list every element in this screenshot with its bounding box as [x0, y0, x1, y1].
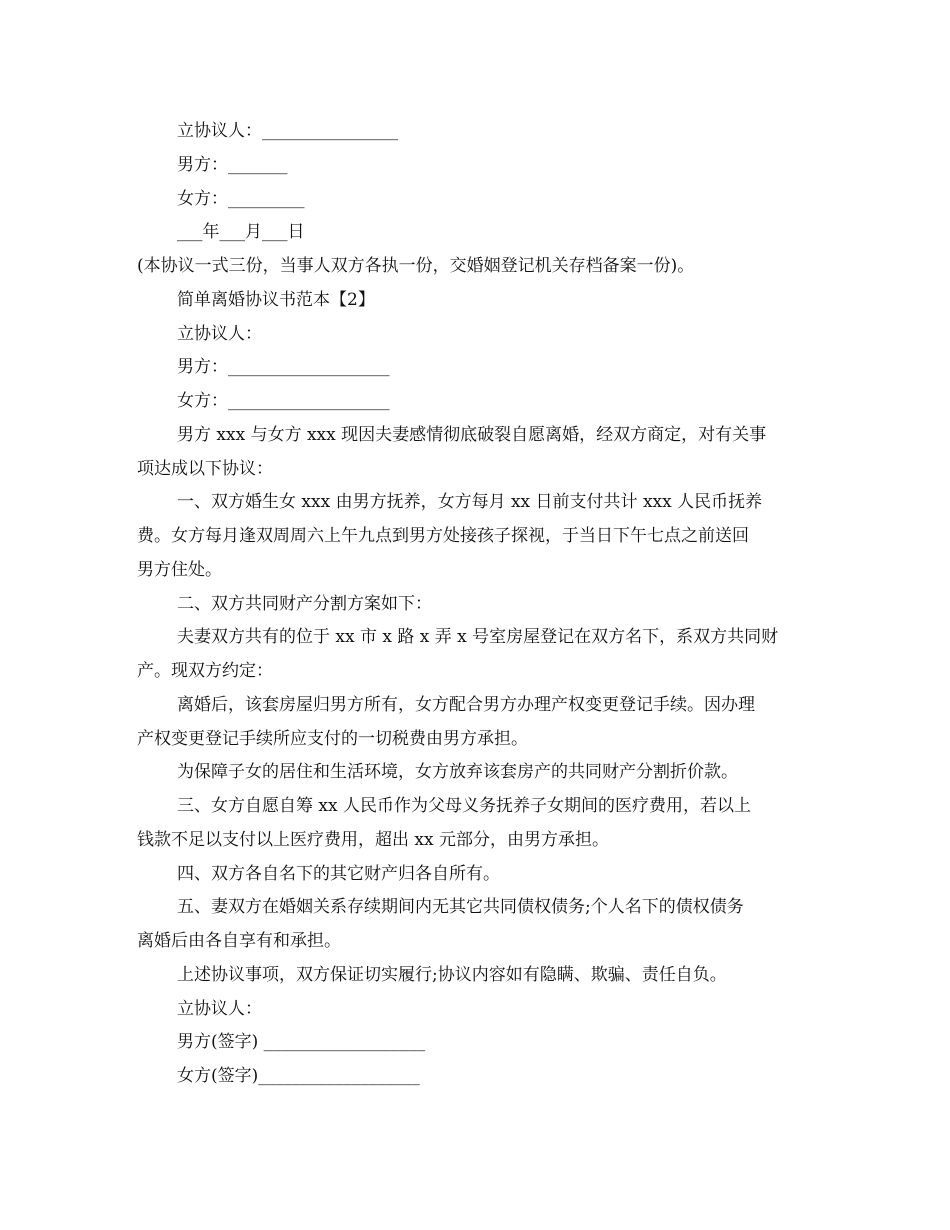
signatory-line-2: 立协议人：	[177, 324, 262, 344]
section-title: 简单离婚协议书范本【2】	[177, 290, 375, 310]
paragraph-line: 夫妻双方共有的位于 xx 市 x 路 x 弄 x 号室房屋登记在双方名下，系双方共同财	[177, 627, 779, 647]
paragraph-line: 四、双方各自名下的其它财产归各自所有。	[177, 864, 500, 884]
wife-signature-line: 女方(签字)___________________	[177, 1066, 420, 1086]
husband-line-2: 男方：___________________	[177, 357, 390, 377]
paragraph-line: 项达成以下协议：	[137, 459, 273, 479]
paragraph-line: 费。女方每月逢双周周六上午九点到男方处接孩子探视，于当日下午七点之前送回	[137, 526, 749, 546]
paragraph-line: 男方住处。	[137, 560, 222, 580]
paragraph-line: 二、双方共同财产分割方案如下：	[177, 594, 432, 614]
paragraph-line: 产权变更登记手续所应支付的一切税费由男方承担。	[137, 729, 528, 749]
paragraph-line: 上述协议事项，双方保证切实履行;协议内容如有隐瞒、欺骗、责任自负。	[177, 965, 727, 985]
paragraph-line: 产。现双方约定：	[137, 661, 273, 681]
paragraph-line: 离婚后，该套房屋归男方所有，女方配合男方办理产权变更登记手续。因办理	[177, 695, 755, 715]
wife-line: 女方：_________	[177, 189, 305, 209]
paragraph-line: 三、女方自愿自筹 xx 人民币作为父母义务抚养子女期间的医疗费用，若以上	[177, 796, 751, 816]
signatory-line: 立协议人：________________	[177, 121, 398, 141]
husband-signature-line: 男方(签字) ___________________	[177, 1032, 426, 1052]
paragraph-line: 为保障子女的居住和生活环境，女方放弃该套房产的共同财产分割折价款。	[177, 762, 738, 782]
paragraph-line: 钱款不足以支付以上医疗费用，超出 xx 元部分，由男方承担。	[137, 830, 609, 850]
wife-line-2: 女方：___________________	[177, 391, 390, 411]
paragraph-line: 五、妻双方在婚姻关系存续期间内无其它共同债权债务;个人名下的债权债务	[177, 897, 744, 917]
paragraph-line: 一、双方婚生女 xxx 由男方抚养，女方每月 xx 日前支付共计 xxx 人民币抚养	[177, 492, 763, 512]
signatory-line-3: 立协议人：	[177, 999, 262, 1019]
husband-line: 男方：_______	[177, 155, 288, 175]
copies-note: (本协议一式三份，当事人双方各执一份，交婚姻登记机关存档备案一份)。	[137, 256, 695, 276]
paragraph-line: 离婚后由各自享有和承担。	[137, 931, 341, 951]
paragraph-line: 男方 xxx 与女方 xxx 现因夫妻感情彻底破裂自愿离婚，经双方商定，对有关事	[177, 425, 767, 445]
date-line: ___年___月___日	[177, 222, 305, 242]
